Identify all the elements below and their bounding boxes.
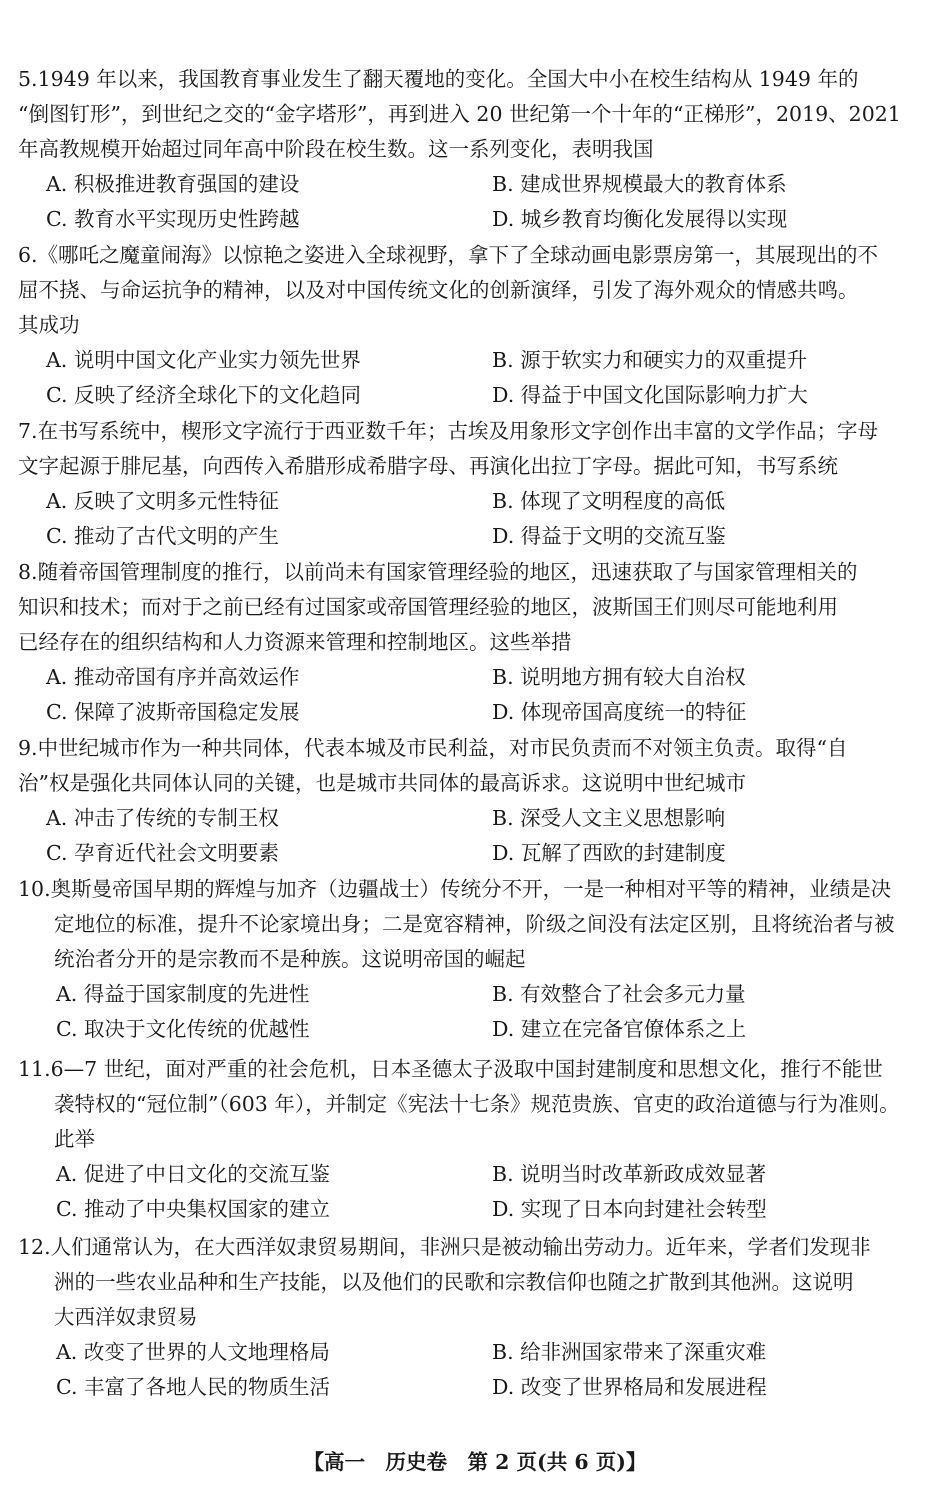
question-stem-line [18,62,933,97]
question-stem-line: 其成功 [18,313,80,337]
question-stem-line: 年高教规模开始超过同年高中阶段在校生数。这一系列变化，表明我国 [18,137,654,161]
question-6 [18,238,933,413]
option-a: A. 改变了世界的人文地理格局 [56,1340,330,1364]
question-stem-text: 人们通常认为，在大西洋奴隶贸易期间，非洲只是被动输出劳动力。近年来，学者们发现非 [50,1235,871,1259]
question-stem-line: 已经存在的组织结构和人力资源来管理和控制地区。这些举措 [18,630,572,654]
page-footer: 【高一 历史卷 第 2 页(共 6 页)】 [303,1450,647,1474]
question-stem-text: 随着帝国管理制度的推行，以前尚未有国家管理经验的地区，迅速获取了与国家管理相关的 [37,560,858,584]
option-a: A. 促进了中日文化的交流互鉴 [56,1162,330,1186]
question-number: 5. [18,67,38,91]
question-stem-line [18,414,933,449]
option-c: C. 教育水平实现历史性跨越 [46,207,300,231]
option-b: B. 说明地方拥有较大自治权 [492,665,746,689]
option-a: A. 冲击了传统的专制王权 [46,806,279,830]
question-stem-line: 定地位的标准，提升不论家境出身；二是宽容精神，阶级之间没有法定区别，且将统治者与被 [54,912,895,936]
option-d: D. 城乡教育均衡化发展得以实现 [492,207,788,231]
option-c: C. 推动了古代文明的产生 [46,524,279,548]
question-stem-line [18,555,933,590]
option-b: B. 有效整合了社会多元力量 [492,982,746,1006]
options-row [18,801,933,836]
options-row [18,202,933,237]
options-row [18,1157,933,1192]
question-stem-line: 屈不挠、与命运抗争的精神，以及对中国传统文化的创新演绎，引发了海外观众的情感共鸣。 [18,278,859,302]
question-stem-line: 袭特权的“冠位制”（603 年），并制定《宪法十七条》规范贵族、官吏的政治道德与行为准则。 [54,1092,900,1116]
options-row [18,378,933,413]
question-number: 8. [18,560,38,584]
option-a: A. 得益于国家制度的先进性 [56,982,310,1006]
question-stem-text: 1949 年以来，我国教育事业发生了翻天覆地的变化。全国大中小在校生结构从 1949 年的 [37,67,859,91]
options-row [18,1192,933,1227]
question-stem-text: 奥斯曼帝国早期的辉煌与加齐（边疆战士）传统分不开，一是一种相对平等的精神，业绩是决 [50,877,892,901]
option-b: B. 给非洲国家带来了深重灾难 [492,1340,767,1364]
option-d: D. 得益于文明的交流互鉴 [492,524,726,548]
question-number: 7. [18,419,38,443]
question-8 [18,555,933,730]
question-stem-line: “倒图钉形”，到世纪之交的“金字塔形”，再到进入 20 世纪第一个十年的“正梯形”，2019、2021 [18,102,901,126]
option-c: C. 保障了波斯帝国稳定发展 [46,700,300,724]
option-c: C. 孕育近代社会文明要素 [46,841,279,865]
question-stem-line: 大西洋奴隶贸易 [54,1305,198,1329]
question-stem-line [18,1052,933,1087]
option-d: D. 体现帝国高度统一的特征 [492,700,747,724]
question-stem-line [18,1230,933,1265]
option-d: D. 实现了日本向封建社会转型 [492,1197,767,1221]
question-stem-line: 知识和技术；而对于之前已经有过国家或帝国管理经验的地区，波斯国王们则尽可能地利用 [18,595,838,619]
question-12 [18,1230,933,1405]
option-a: A. 积极推进教育强国的建设 [46,172,300,196]
option-c: C. 取决于文化传统的优越性 [56,1017,310,1041]
question-stem-text: 6—7 世纪，面对严重的社会危机，日本圣德太子汲取中国封建制度和思想文化，推行不能世 [50,1057,883,1081]
question-7 [18,414,933,554]
question-number: 9. [18,736,38,760]
option-a: A. 反映了文明多元性特征 [46,489,279,513]
options-row [18,1335,933,1370]
question-number: 6. [18,243,38,267]
option-b: B. 建成世界规模最大的教育体系 [492,172,787,196]
option-c: C. 丰富了各地人民的物质生活 [56,1375,330,1399]
options-row [18,519,933,554]
question-5 [18,62,933,237]
options-row [18,660,933,695]
question-stem-line [18,731,933,766]
option-d: D. 得益于中国文化国际影响力扩大 [492,383,808,407]
option-b: B. 源于软实力和硬实力的双重提升 [492,348,808,372]
question-10 [18,872,933,1047]
option-c: C. 反映了经济全球化下的文化趋同 [46,383,361,407]
options-row [18,1370,933,1405]
options-row [18,977,933,1012]
option-b: B. 深受人文主义思想影响 [492,806,726,830]
option-c: C. 推动了中央集权国家的建立 [56,1197,330,1221]
option-b: B. 说明当时改革新政成效显著 [492,1162,767,1186]
options-row [18,484,933,519]
question-stem-text: 在书写系统中，楔形文字流行于西亚数千年；古埃及用象形文字创作出丰富的文学作品；字母 [37,419,879,443]
option-d: D. 瓦解了西欧的封建制度 [492,841,726,865]
question-stem-line [18,872,933,907]
options-row [18,1012,933,1047]
option-d: D. 改变了世界格局和发展进程 [492,1375,767,1399]
question-stem-line: 此举 [54,1127,95,1151]
option-a: A. 说明中国文化产业实力领先世界 [46,348,361,372]
question-number: 12. [18,1235,51,1259]
options-row [18,343,933,378]
option-d: D. 建立在完备官僚体系之上 [492,1017,747,1041]
options-row [18,836,933,871]
question-stem-line: 文字起源于腓尼基，向西传入希腊形成希腊字母、再演化出拉丁字母。据此可知，书写系统 [18,454,838,478]
question-stem-line: 统治者分开的是宗教而不是种族。这说明帝国的崛起 [54,947,526,971]
option-b: B. 体现了文明程度的高低 [492,489,726,513]
question-stem-line: 洲的一些农业品种和生产技能，以及他们的民歌和宗教信仰也随之扩散到其他洲。这说明 [54,1270,854,1294]
question-9 [18,731,933,871]
question-stem-line: 治”权是强化共同体认同的关键，也是城市共同体的最高诉求。这说明中世纪城市 [18,771,746,795]
option-a: A. 推动帝国有序并高效运作 [46,665,300,689]
question-stem-text: 中世纪城市作为一种共同体，代表本城及市民利益，对市民负责而不对领主负责。取得“自 [37,736,848,760]
question-stem-line [18,238,933,273]
question-11 [18,1052,933,1227]
question-number: 10. [18,877,51,901]
question-number: 11. [18,1057,51,1081]
question-stem-text: 《哪吒之魔童闹海》以惊艳之姿进入全球视野，拿下了全球动画电影票房第一，其展现出的不 [37,243,879,267]
options-row [18,695,933,730]
options-row [18,167,933,202]
